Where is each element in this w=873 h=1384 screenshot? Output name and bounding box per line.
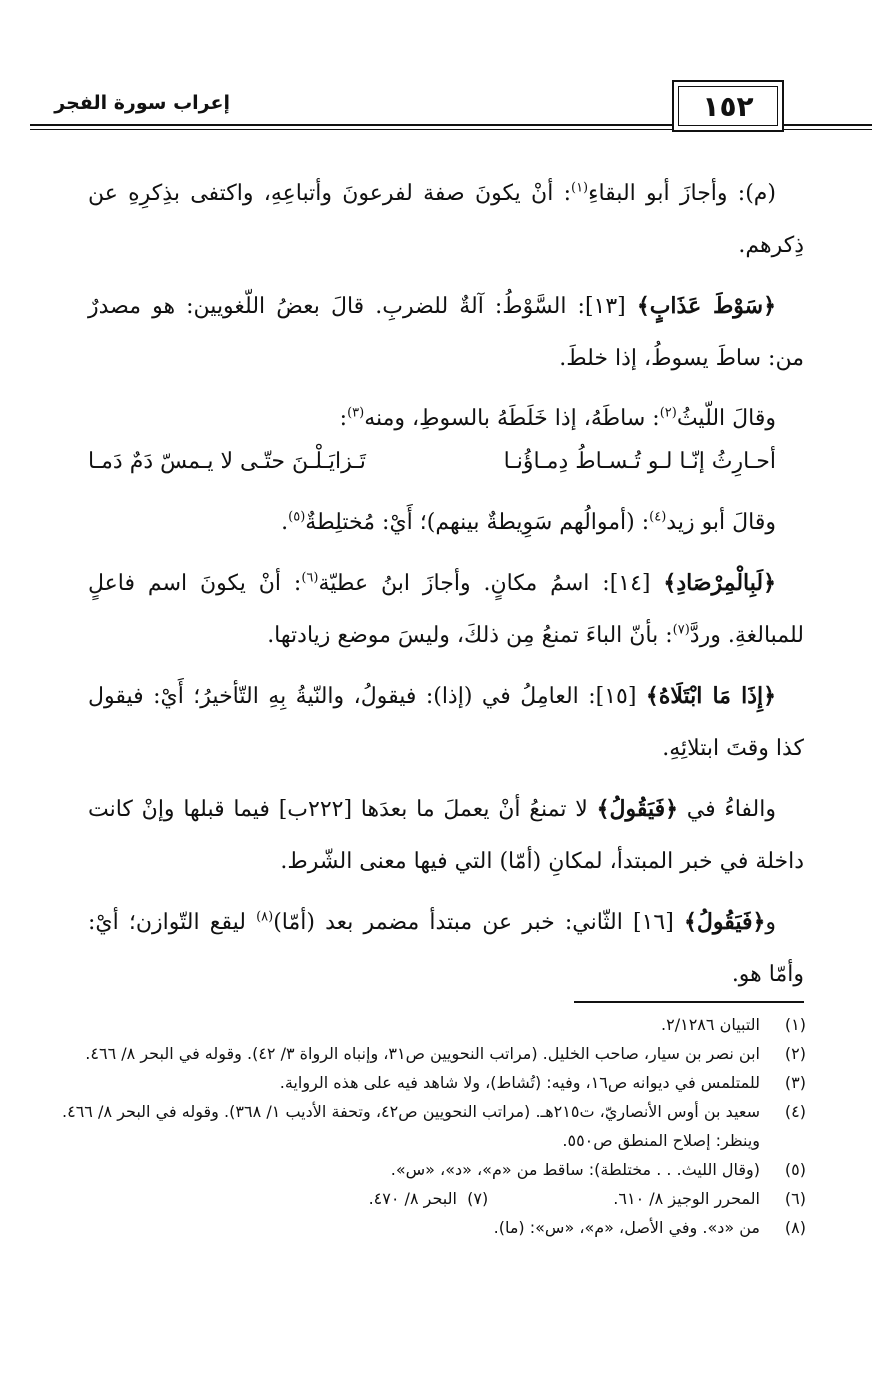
header-rule-right: [780, 124, 872, 126]
running-title: إعراب سورة الفجر: [54, 92, 230, 114]
poetry-verse: [88, 436, 804, 488]
footnote-6-7: (٦) المحرر الوجيز ٨/ ٦١٠. (٧) البحر ٨/ ٤٧٠.: [62, 1184, 806, 1213]
footnote-ref: (١): [570, 180, 589, 196]
paragraph-2: ﴿سَوْطَ عَذَابٍ﴾ [١٣]: السَّوْطُ: آلةٌ للضربِ. قالَ بعضُ اللّغويين: هو مصدرٌ من: ساطَ يسوطُ، إذا خلطَ.: [88, 293, 804, 371]
quran-quote: ﴿فَيَقُولُ﴾: [596, 796, 678, 822]
quran-quote: ﴿إِذَا مَا ابْتَلَاهُ﴾: [645, 683, 776, 709]
paragraph-1: (م): وأجازَ أبو البقاءِ$^{(١)}$: أنْ يكونَ صفة لفرعونَ وأتباعِهِ، واكتفى بذِكرِهِ عن ذِكرهم.: [88, 180, 804, 258]
paragraph-5: ﴿لَبِالْمِرْصَادِ﴾ [١٤]: اسمُ مكانٍ. وأجازَ ابنُ عطيّة$^{(٦)}$: أنْ يكونَ اسم فاعلٍ للمبالغةِ. وردَّ$^{(٧)}$: بأنّ الباءَ تمنعُ مِن ذلكَ، وليسَ موضع زيادتها.: [88, 570, 804, 648]
footnote-8: (٨) من «د». وفي الأصل، «م»، «س»: (ما).: [493, 1218, 806, 1237]
footnote-ref: (٣): [347, 405, 365, 421]
footnote-5: (٥) (وقال الليث. . . مختلطة): ساقط من «م»، «د»، «س».: [390, 1160, 806, 1179]
quran-quote: ﴿لَبِالْمِرْصَادِ﴾: [663, 570, 776, 596]
footnote-2: (٢) ابن نصر بن سيار، صاحب الخليل. (مراتب النحويين ص٣١، وإنباه الرواة ٣/ ٤٢). وقوله في البحر ٨/ ٤٦٦.: [85, 1044, 806, 1063]
paragraph-4: وقالَ أبو زيد$^{(٤)}$: (أموالُهم سَوِيطةٌ بينهم)؛ أَيْ: مُختلِطةٌ$^{(٥)}$.: [281, 509, 776, 535]
footnote-separator: [574, 1001, 804, 1003]
footnote-1: (١) التبيان ٢/١٢٨٦.: [661, 1015, 806, 1034]
verse-second-hemistich: تَـزايَـلْـنَ حتّـى لا يـمسّ دَمٌ دَمـا: [88, 449, 366, 474]
header-rule-left: [30, 124, 672, 126]
header-rule-left-thin: [30, 129, 672, 130]
footnote-7: (٧) البحر ٨/ ٤٧٠.: [368, 1189, 489, 1208]
page-number: ١٥٢: [702, 89, 754, 123]
footnote-4: (٤) سعيد بن أوس الأنصاريّ، ت٢١٥هـ. (مراتب النحويين ص٤٢، وتحفة الأديب ١/ ٣٦٨). وقوله في البحر ٨/ ٤٦٦. وينظر: إصلاح المنطق ص٥٥٠.: [62, 1102, 806, 1150]
footnote-ref: (٧): [672, 622, 690, 638]
footnote-ref: (٢): [659, 405, 677, 421]
quran-quote: ﴿سَوْطَ عَذَابٍ﴾: [636, 293, 776, 319]
footnote-ref: (٨): [256, 909, 274, 925]
quran-quote: ﴿فَيَقُولُ﴾: [683, 909, 766, 935]
paragraph-6: ﴿إِذَا مَا ابْتَلَاهُ﴾ [١٥]: العامِلُ في (إذا): فيقولُ، والنّيةُ بِهِ التّأخيرُ؛ أَيْ: فيقول كذا وقتَ ابتلائِهِ.: [88, 683, 804, 761]
header-rule-right-thin: [780, 129, 872, 130]
footnote-6: المحرر الوجيز ٨/ ٦١٠.: [613, 1189, 760, 1208]
paragraph-8: و﴿فَيَقُولُ﴾ [١٦] الثّاني: خبر عن مبتدأ مضمر بعد (أمّا)$^{(٨)}$ ليقع التّوازن؛ أيْ: وأمّا هو.: [88, 909, 804, 987]
footnote-3: (٣) للمتلمس في ديوانه ص١٦، وفيه: (تُشاط)، ولا شاهد فيه على هذه الرواية.: [279, 1073, 806, 1092]
footnote-ref: (٥): [288, 509, 306, 525]
footnotes: [62, 1010, 806, 1242]
main-text: [88, 168, 804, 1001]
paragraph-7: والفاءُ في ﴿فَيَقُولُ﴾ لا تمنعُ أنْ يعملَ ما بعدَها [٢٢٢ب] فيما قبلها وإنْ كانت داخلة في خبر المبتدأ، لمكانِ (أمّا) التي فيها معنى الشّرط.: [88, 796, 804, 874]
page-number-frame: [672, 80, 784, 132]
verse-first-hemistich: أحـارِثُ إنّـا لـو تُـسـاطُ دِمـاؤُنـا: [503, 449, 776, 474]
paragraph-3: وقالَ اللّيثُ$^{(٢)}$: ساطَهُ، إذا خَلَطَهُ بالسوطِ، ومنه$^{(٣)}$:: [339, 405, 776, 431]
footnote-ref: (٤): [649, 509, 667, 525]
footnote-ref: (٦): [301, 570, 319, 586]
